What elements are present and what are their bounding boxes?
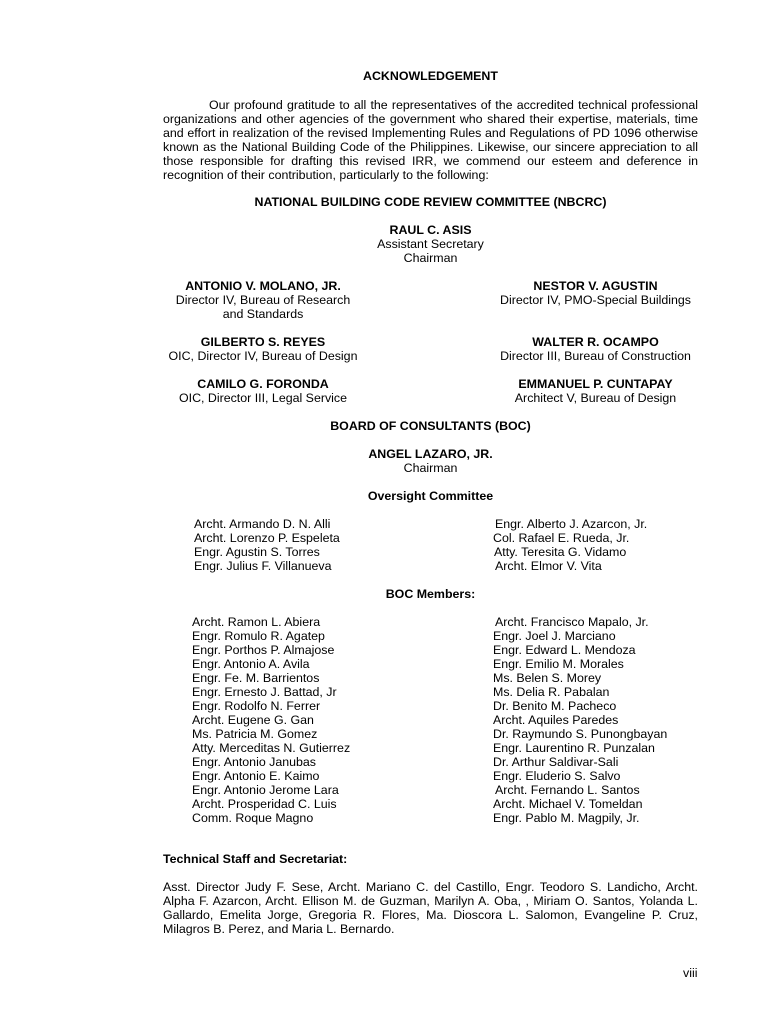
list-item: Engr. Rodolfo N. Ferrer bbox=[192, 699, 321, 713]
list-item: Engr. Alberto J. Azarcon, Jr. bbox=[495, 517, 648, 531]
list-item: Engr. Antonio Janubas bbox=[192, 755, 317, 769]
list-item: Archt. Fernando L. Santos bbox=[495, 783, 640, 797]
list-item: Engr. Porthos P. Almajose bbox=[192, 643, 335, 657]
list-item: Dr. Arthur Saldivar-Sali bbox=[493, 755, 619, 769]
oversight-heading: Oversight Committee bbox=[367, 489, 494, 503]
list-item: Archt. Michael V. Tomeldan bbox=[493, 797, 643, 811]
nbcrc-chair-title: Assistant Secretary bbox=[377, 237, 484, 251]
member-name: GILBERTO S. REYES bbox=[200, 335, 326, 349]
list-item: Archt. Armando D. N. Alli bbox=[194, 517, 331, 531]
list-item: Ms. Patricia M. Gomez bbox=[192, 727, 318, 741]
list-item: Archt. Francisco Mapalo, Jr. bbox=[495, 615, 649, 629]
boc-members-heading: BOC Members: bbox=[385, 587, 476, 601]
oversight-right-column bbox=[494, 517, 744, 573]
nbcrc-chair-name: RAUL C. ASIS bbox=[389, 223, 472, 237]
intro-paragraph: Our profound gratitude to all the representatives of the accredited technical professional organizations and other agencies of the government who shared their expertise, materials, time and effort in realization of the revised Implementing Rules and Regulations of PD 1096 otherwise known as the National Building Code of the Philippines. Likewise, our sincere appreciation to all those responsible for drafting this revised IRR, we commend our esteem and deference in recognition of their contribution, particularly to the following: bbox=[163, 98, 698, 182]
member-name: WALTER R. OCAMPO bbox=[532, 335, 659, 349]
list-item: Dr. Benito M. Pacheco bbox=[493, 699, 617, 713]
nbcrc-member-left bbox=[163, 335, 363, 363]
list-item: Archt. Ramon L. Abiera bbox=[192, 615, 321, 629]
list-item: Atty. Merceditas N. Gutierrez bbox=[192, 741, 351, 755]
nbcrc-chair bbox=[163, 223, 698, 265]
page-number: viii bbox=[683, 966, 698, 980]
list-item: Engr. Ernesto J. Battad, Jr bbox=[192, 685, 337, 699]
list-item: Engr. Joel J. Marciano bbox=[493, 629, 616, 643]
list-item: Engr. Antonio A. Avila bbox=[192, 657, 310, 671]
member-title: OIC, Director III, Legal Service bbox=[178, 391, 348, 405]
list-item: Archt. Aquiles Paredes bbox=[493, 713, 619, 727]
nbcrc-heading: NATIONAL BUILDING CODE REVIEW COMMITTEE (NBCRC) bbox=[254, 195, 607, 209]
list-item: Engr. Julius F. Villanueva bbox=[194, 559, 332, 573]
list-item: Engr. Laurentino R. Punzalan bbox=[493, 741, 655, 755]
list-item: Ms. Belen S. Morey bbox=[493, 671, 602, 685]
staff-heading: Technical Staff and Secretariat: bbox=[163, 852, 348, 866]
list-item: Engr. Fe. M. Barrientos bbox=[192, 671, 320, 685]
list-item: Archt. Lorenzo P. Espeleta bbox=[194, 531, 340, 545]
list-item: Archt. Prosperidad C. Luis bbox=[192, 797, 337, 811]
member-name: EMMANUEL P. CUNTAPAY bbox=[518, 377, 673, 391]
list-item: Engr. Antonio Jerome Lara bbox=[192, 783, 339, 797]
page-title: ACKNOWLEDGEMENT bbox=[363, 69, 498, 83]
list-item: Engr. Antonio E. Kaimo bbox=[192, 769, 320, 783]
list-item: Comm. Roque Magno bbox=[192, 811, 314, 825]
nbcrc-member-right bbox=[493, 377, 698, 405]
boc-heading: BOARD OF CONSULTANTS (BOC) bbox=[330, 419, 531, 433]
member-title: Director IV, PMO-Special Buildings bbox=[500, 293, 691, 307]
boc-chair bbox=[163, 447, 698, 475]
list-item: Engr. Emilio M. Morales bbox=[493, 657, 624, 671]
member-title: Director III, Bureau of Construction bbox=[500, 349, 691, 363]
list-item: Engr. Edward L. Mendoza bbox=[493, 643, 636, 657]
list-item: Engr. Romulo R. Agatep bbox=[192, 629, 325, 643]
list-item: Archt. Eugene G. Gan bbox=[192, 713, 314, 727]
list-item: Dr. Raymundo S. Punongbayan bbox=[493, 727, 668, 741]
oversight-left-column bbox=[194, 517, 444, 573]
list-item: Engr. Eluderio S. Salvo bbox=[493, 769, 621, 783]
nbcrc-member-right bbox=[493, 335, 698, 363]
member-title: Director IV, Bureau of Research and Standards bbox=[175, 293, 351, 321]
boc-members-left-column bbox=[192, 615, 442, 825]
list-item: Col. Rafael E. Rueda, Jr. bbox=[493, 531, 630, 545]
nbcrc-member-right bbox=[493, 279, 698, 307]
list-item: Engr. Pablo M. Magpily, Jr. bbox=[493, 811, 640, 825]
list-item: Archt. Elmor V. Vita bbox=[495, 559, 602, 573]
boc-chair-name: ANGEL LAZARO, JR. bbox=[368, 447, 493, 461]
member-name: ANTONIO V. MOLANO, JR. bbox=[185, 279, 341, 293]
list-item: Engr. Agustin S. Torres bbox=[194, 545, 320, 559]
boc-chair-role: Chairman bbox=[403, 461, 458, 475]
nbcrc-member-left bbox=[163, 279, 363, 321]
list-item: Ms. Delia R. Pabalan bbox=[493, 685, 610, 699]
member-name: NESTOR V. AGUSTIN bbox=[533, 279, 658, 293]
member-title: Architect V, Bureau of Design bbox=[514, 391, 677, 405]
boc-members-right-column bbox=[493, 615, 743, 825]
nbcrc-chair-role: Chairman bbox=[403, 251, 458, 265]
member-title: OIC, Director IV, Bureau of Design bbox=[168, 349, 358, 363]
member-name: CAMILO G. FORONDA bbox=[197, 377, 329, 391]
nbcrc-member-left bbox=[163, 377, 363, 405]
staff-paragraph: Asst. Director Judy F. Sese, Archt. Mariano C. del Castillo, Engr. Teodoro S. Landicho, Archt. Alpha F. Azarcon, Archt. Ellison M. de Guzman, Marilyn A. Oba, , Miriam O. Santos, Yolanda L. Gallardo, Emelita Jorge, Gregoria R. Flores, Ma. Dioscora L. Salomon, Evangeline P. Cruz, Milagros B. Perez, and Maria L. Bernardo. bbox=[163, 880, 698, 936]
list-item: Atty. Teresita G. Vidamo bbox=[494, 545, 627, 559]
